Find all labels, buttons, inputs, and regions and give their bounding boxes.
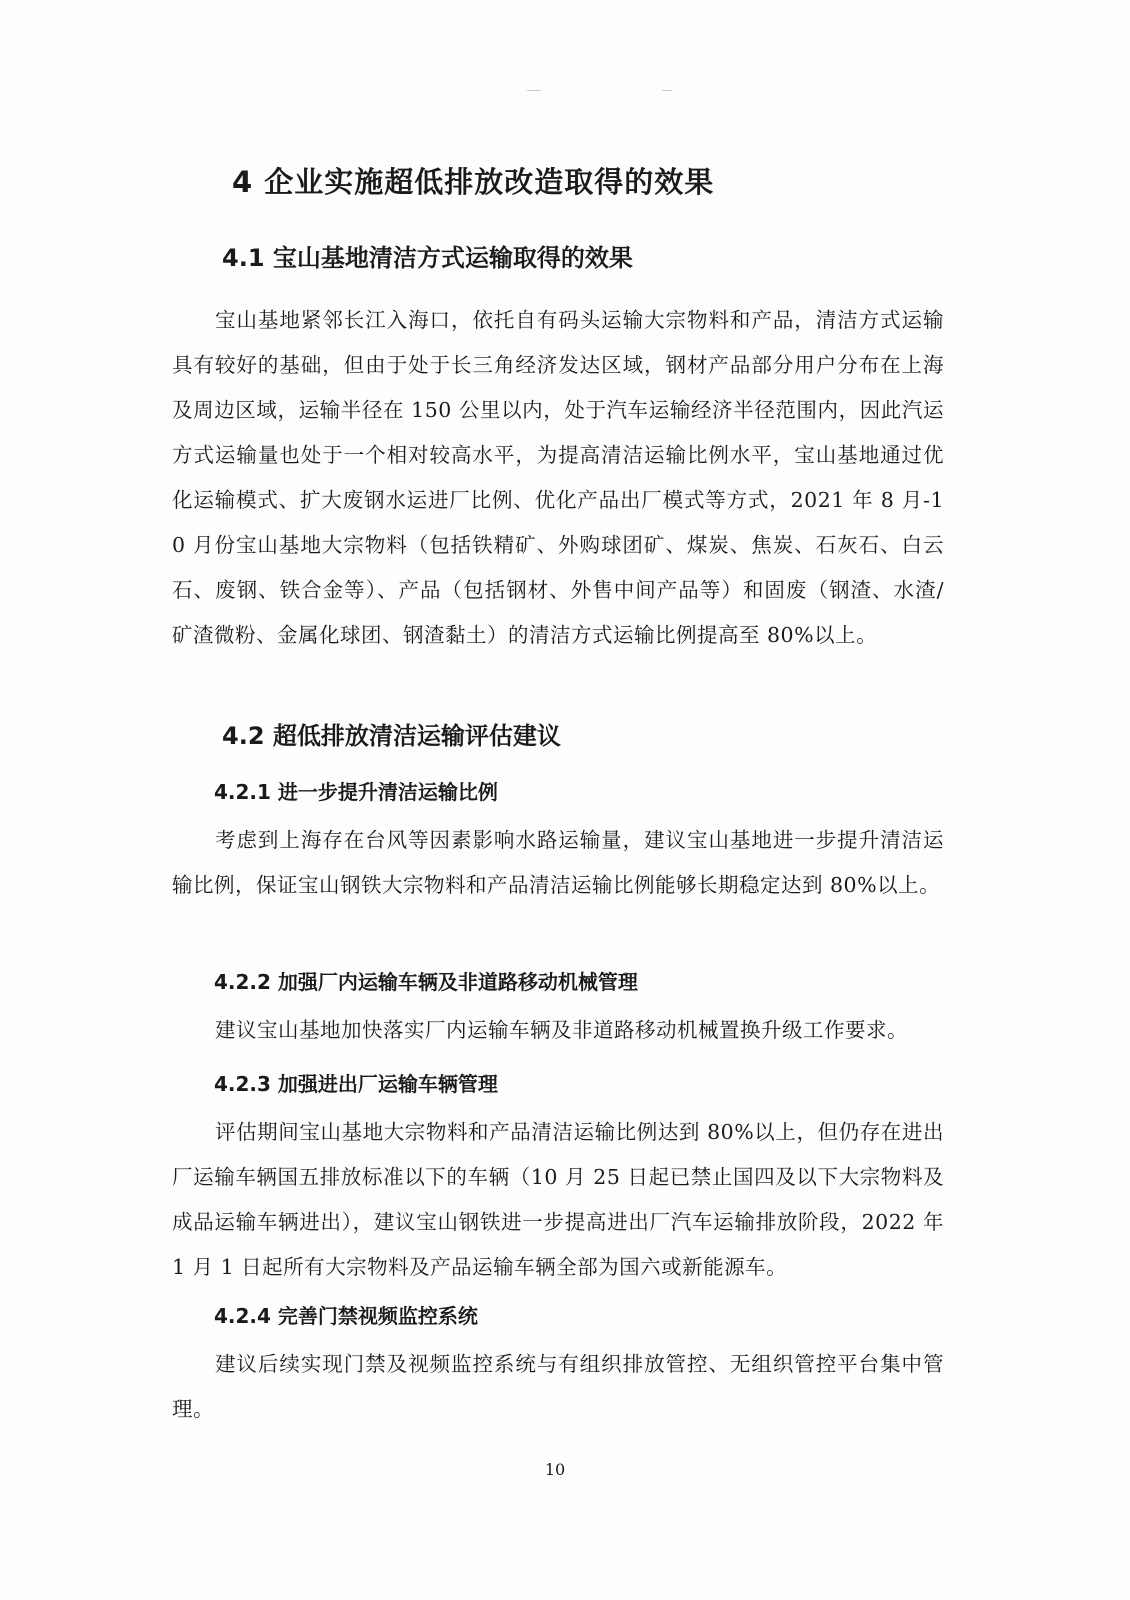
chapter-heading: 4 企业实施超低排放改造取得的效果	[232, 165, 715, 199]
scan-artifact	[662, 90, 672, 91]
section-heading-4-1: 4.1 宝山基地清洁方式运输取得的效果	[222, 244, 633, 272]
subsection-4-2-1-paragraph: 考虑到上海存在台风等因素影响水路运输量，建议宝山基地进一步提升清洁运输比例，保证宝山钢铁大宗物料和产品清洁运输比例能够长期稳定达到 80%以上。	[172, 828, 944, 897]
subsection-4-2-4-paragraph: 建议后续实现门禁及视频监控系统与有组织排放管控、无组织管控平台集中管理。	[172, 1352, 944, 1421]
subsection-heading-4-2-1: 4.2.1 进一步提升清洁运输比例	[214, 780, 498, 804]
subsection-4-2-3-paragraph: 评估期间宝山基地大宗物料和产品清洁运输比例达到 80%以上，但仍存在进出厂运输车辆国五排放标准以下的车辆（10 月 25 日起已禁止国四及以下大宗物料及成品运输车辆进出），建议宝山钢铁进一步提高进出厂汽车运输排放阶段，2022 年 1 月 1 日起所有大宗物料及产品运输车辆全部为国六或新能源车。	[172, 1120, 944, 1279]
subsection-heading-4-2-4: 4.2.4 完善门禁视频监控系统	[214, 1304, 478, 1328]
subsection-4-2-2-paragraph: 建议宝山基地加快落实厂内运输车辆及非道路移动机械置换升级工作要求。	[215, 1018, 908, 1042]
subsection-heading-4-2-3: 4.2.3 加强进出厂运输车辆管理	[214, 1072, 498, 1096]
scan-artifact	[527, 90, 541, 91]
section-heading-4-2: 4.2 超低排放清洁运输评估建议	[222, 722, 561, 750]
section-4-1-paragraph: 宝山基地紧邻长江入海口，依托自有码头运输大宗物料和产品，清洁方式运输具有较好的基础，但由于处于长三角经济发达区域，钢材产品部分用户分布在上海及周边区域，运输半径在 150 公里以内，处于汽车运输经济半径范围内，因此汽运方式运输量也处于一个相对较高水平，为提高清洁运输比例水平，宝山基地通过优化运输模式、扩大废钢水运进厂比例、优化产品出厂模式等方式，2021 年 8 月-10 月份宝山基地大宗物料（包括铁精矿、外购球团矿、煤炭、焦炭、石灰石、白云石、废钢、铁合金等）、产品（包括钢材、外售中间产品等）和固废（钢渣、水渣/矿渣微粉、金属化球团、钢渣黏土）的清洁方式运输比例提高至 80%以上。	[172, 308, 944, 647]
page-number: 10	[544, 1460, 566, 1479]
subsection-heading-4-2-2: 4.2.2 加强厂内运输车辆及非道路移动机械管理	[214, 970, 638, 994]
